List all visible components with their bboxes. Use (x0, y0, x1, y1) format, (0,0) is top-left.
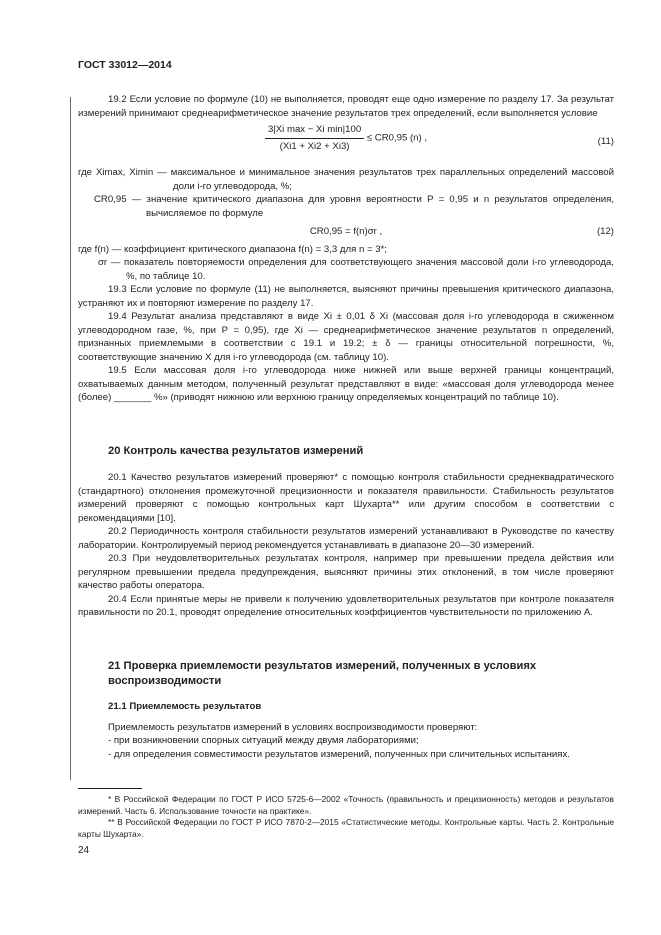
section-20 (78, 444, 614, 620)
footnotes (78, 794, 614, 840)
section-21-heading: 21 Проверка приемлемости результатов измерений, полученных в условиях воспроизводимости (108, 660, 537, 687)
document-header: ГОСТ 33012—2014 (78, 59, 172, 71)
where-x-max-min: где Ximax, Ximin — максимальное и минимальное значения результатов трех параллельных определений массовой доли i-го углеводорода, %; (78, 167, 614, 192)
subsection-21-1-heading: 21.1 Приемлемость результатов (108, 701, 262, 712)
formula-11-number: (11) (597, 136, 614, 147)
formula-11-numerator: 3|Xi max − Xi min|100 (265, 123, 364, 139)
paragraph-19-2: 19.2 Если условие по формуле (10) не выполняется, проводят еще одно измерение по разделу 17. За результат измерений принимают среднеарифметическое значение результатов трех определений, если выполняется условие (78, 94, 614, 119)
formula-12-expr: CR0,95 = f(n)σr , (309, 226, 383, 237)
formula-12-number: (12) (596, 226, 614, 237)
paragraph-20-2: 20.2 Периодичность контроля стабильности результатов измерений устанавливают в Руководстве по качеству лаборатории. Контролируемый период рекомендуется устанавливать в диапазоне 20—30 измерений. (78, 526, 614, 551)
paragraph-20-1: 20.1 Качество результатов измерений проверяют* с помощью контроля стабильности среднеквадратического (стандартного) отклонения промежуточной прецизионности и показателя правильности. Стабильность результатов измерений проверяют с помощью контрольных карт Шухарта** или другим способом в соответствии с рекомендациями [10]. (78, 472, 614, 524)
paragraph-21-bullet-2: - для определения совместимости результатов измерений, полученных при сличительных испытаниях. (108, 748, 570, 760)
page-number: 24 (78, 845, 90, 856)
sigma-definition: σr — показатель повторяемости определения для соответствующего значения массовой доли i-го углеводорода, %, по таблице 10. (98, 257, 614, 282)
paragraph-21-intro: Приемлемость результатов измерений в условиях воспроизводимости проверяют: (108, 721, 478, 733)
paragraph-19-3: 19.3 Если условие по формуле (11) не выполняется, выясняют причины превышения критического диапазона, устраняют их и повторяют измерение по разделу 17. (78, 284, 614, 309)
section-20-heading: 20 Контроль качества результатов измерений (108, 445, 364, 457)
formula-12 (78, 225, 614, 239)
formula-11-rhs: ≤ CR0,95 (n) , (366, 132, 428, 144)
footnote-2: ** В Российской Федерации по ГОСТ Р ИСО 7870-2—2015 «Статистические методы. Контрольные карты. Часть 2. Контрольные карты Шухарта». (78, 817, 614, 839)
formula-11-denominator: (Xi1 + Xi2 + Xi3) (279, 140, 350, 152)
section-19-continued (78, 93, 614, 405)
paragraph-20-3: 20.3 При неудовлетворительных результатах контроля, например при превышении предела действия или регулярном превышении предела предупреждения, выясняют причины этих отклонений, в том числе проверяют качество работы оператора. (78, 553, 614, 591)
paragraph-19-4: 19.4 Результат анализа представляют в виде Xi ± 0,01 δ Xi (массовая доля i-го углеводорода в сжиженном углеводородном газе, %, при P = 0,95), где Xi — среднеарифметическое значение результатов n определений, признанных приемлемыми в соответствии с 19.1 и 19.2; ± δ — границы относительной погрешности, %, соответствующие значению X для i-го углеводорода (см. таблицу 10). (78, 311, 614, 363)
footnote-1: * В Российской Федерации по ГОСТ Р ИСО 5725-6—2002 «Точность (правильность и прецизионность) методов и результатов измерений. Часть 6. Использование точности на практике». (78, 794, 614, 816)
paragraph-19-5: 19.5 Если массовая доля i-го углеводорода ниже нижней или выше верхней границы концентраций, охватываемых данным методом, полученный результат представляют в виде: «массовая доля углеводорода менее (более) _______ %» (приводят нижнюю или верхнюю границу определяемых концентраций по таблице 10). (78, 365, 614, 403)
margin-rule (70, 97, 71, 780)
paragraph-21-bullet-1: - при возникновении спорных ситуаций между двумя лабораториями; (108, 735, 419, 746)
formula-11-fraction (265, 123, 364, 153)
paragraph-20-4: 20.4 Если принятые меры не привели к получению удовлетворительных результатов при контроле показателя правильности по 20.1, проводят определение относительных коэффициентов чувствительности по приложению А. (78, 593, 614, 618)
where-fn: где f(n) — коэффициент критического диапазона f(n) = 3,3 для n = 3*; (78, 243, 387, 255)
cr-definition: CR0,95 — значение критического диапазона для уровня вероятности P = 0,95 и n результатов определения, вычисляемое по формуле (94, 194, 614, 219)
formula-11 (78, 123, 614, 163)
section-21 (78, 659, 614, 761)
footnote-separator (78, 788, 142, 789)
